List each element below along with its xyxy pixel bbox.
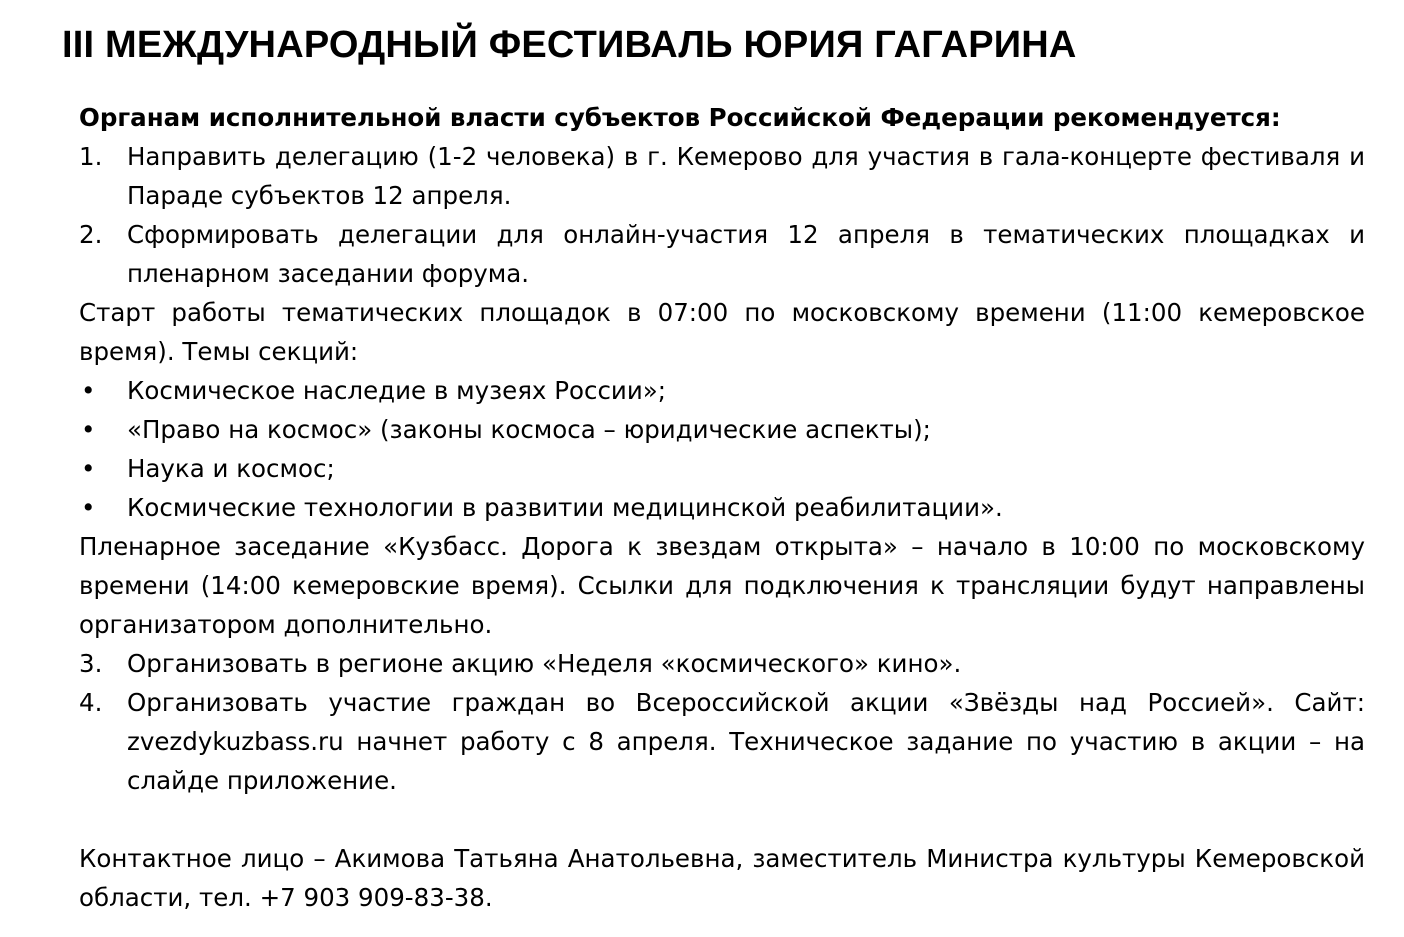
- list-item-text: Сформировать делегации для онлайн-участия 12 апреля в тематических площадках и пленарном заседании форума.: [127, 220, 1365, 288]
- list-item-3: [79, 644, 1365, 683]
- bullet-icon: •: [81, 493, 96, 522]
- list-item-2: [79, 215, 1365, 293]
- list-number: 4.: [79, 688, 103, 717]
- list-item-4: [79, 683, 1365, 800]
- paragraph-spacer: [79, 800, 1365, 839]
- list-item-text: Направить делегацию (1-2 человека) в г. Кемерово для участия в гала-концерте фестиваля и Параде субъектов 12 апреля.: [127, 142, 1365, 210]
- recommendation-list-1: [79, 137, 1365, 293]
- recommendation-list-2: [79, 644, 1365, 800]
- topic-item: [79, 410, 1365, 449]
- list-number: 3.: [79, 649, 103, 678]
- topic-text: Наука и космос;: [127, 454, 335, 483]
- list-item-text: Организовать участие граждан во Всероссийской акции «Звёзды над Россией». Сайт: zvezdykuzbass.ru начнет работу с 8 апреля. Техническое задание по участию в акции – на слайде приложение.: [127, 688, 1365, 795]
- topic-item: [79, 371, 1365, 410]
- topics-list: [79, 371, 1365, 527]
- page-title: III МЕЖДУНАРОДНЫЙ ФЕСТИВАЛЬ ЮРИЯ ГАГАРИНА: [62, 24, 1077, 66]
- topic-text: Космические технологии в развитии медицинской реабилитации».: [127, 493, 1003, 522]
- topic-item: [79, 449, 1365, 488]
- slide-content: [79, 98, 1365, 917]
- contact-paragraph: Контактное лицо – Акимова Татьяна Анатольевна, заместитель Министра культуры Кемеровской области, тел. +7 903 909-83-38.: [79, 844, 1365, 912]
- list-number: 1.: [79, 142, 103, 171]
- bullet-icon: •: [81, 415, 96, 444]
- bullet-icon: •: [81, 376, 96, 405]
- topic-text: Космическое наследие в музеях России»;: [127, 376, 667, 405]
- list-item-text: Организовать в регионе акцию «Неделя «космического» кино».: [127, 649, 962, 678]
- list-item-1: [79, 137, 1365, 215]
- list-number: 2.: [79, 220, 103, 249]
- lead-paragraph: Органам исполнительной власти субъектов Российской Федерации рекомендуется:: [79, 103, 1281, 132]
- plenary-paragraph: Пленарное заседание «Кузбасс. Дорога к звездам открыта» – начало в 10:00 по московскому времени (14:00 кемеровские время). Ссылки для подключения к трансляции будут направлены организатором дополнительно.: [79, 532, 1365, 639]
- start-paragraph: Старт работы тематических площадок в 07:00 по московскому времени (11:00 кемеровское время). Темы секций:: [79, 298, 1365, 366]
- topic-item: [79, 488, 1365, 527]
- topic-text: «Право на космос» (законы космоса – юридические аспекты);: [127, 415, 931, 444]
- bullet-icon: •: [81, 454, 96, 483]
